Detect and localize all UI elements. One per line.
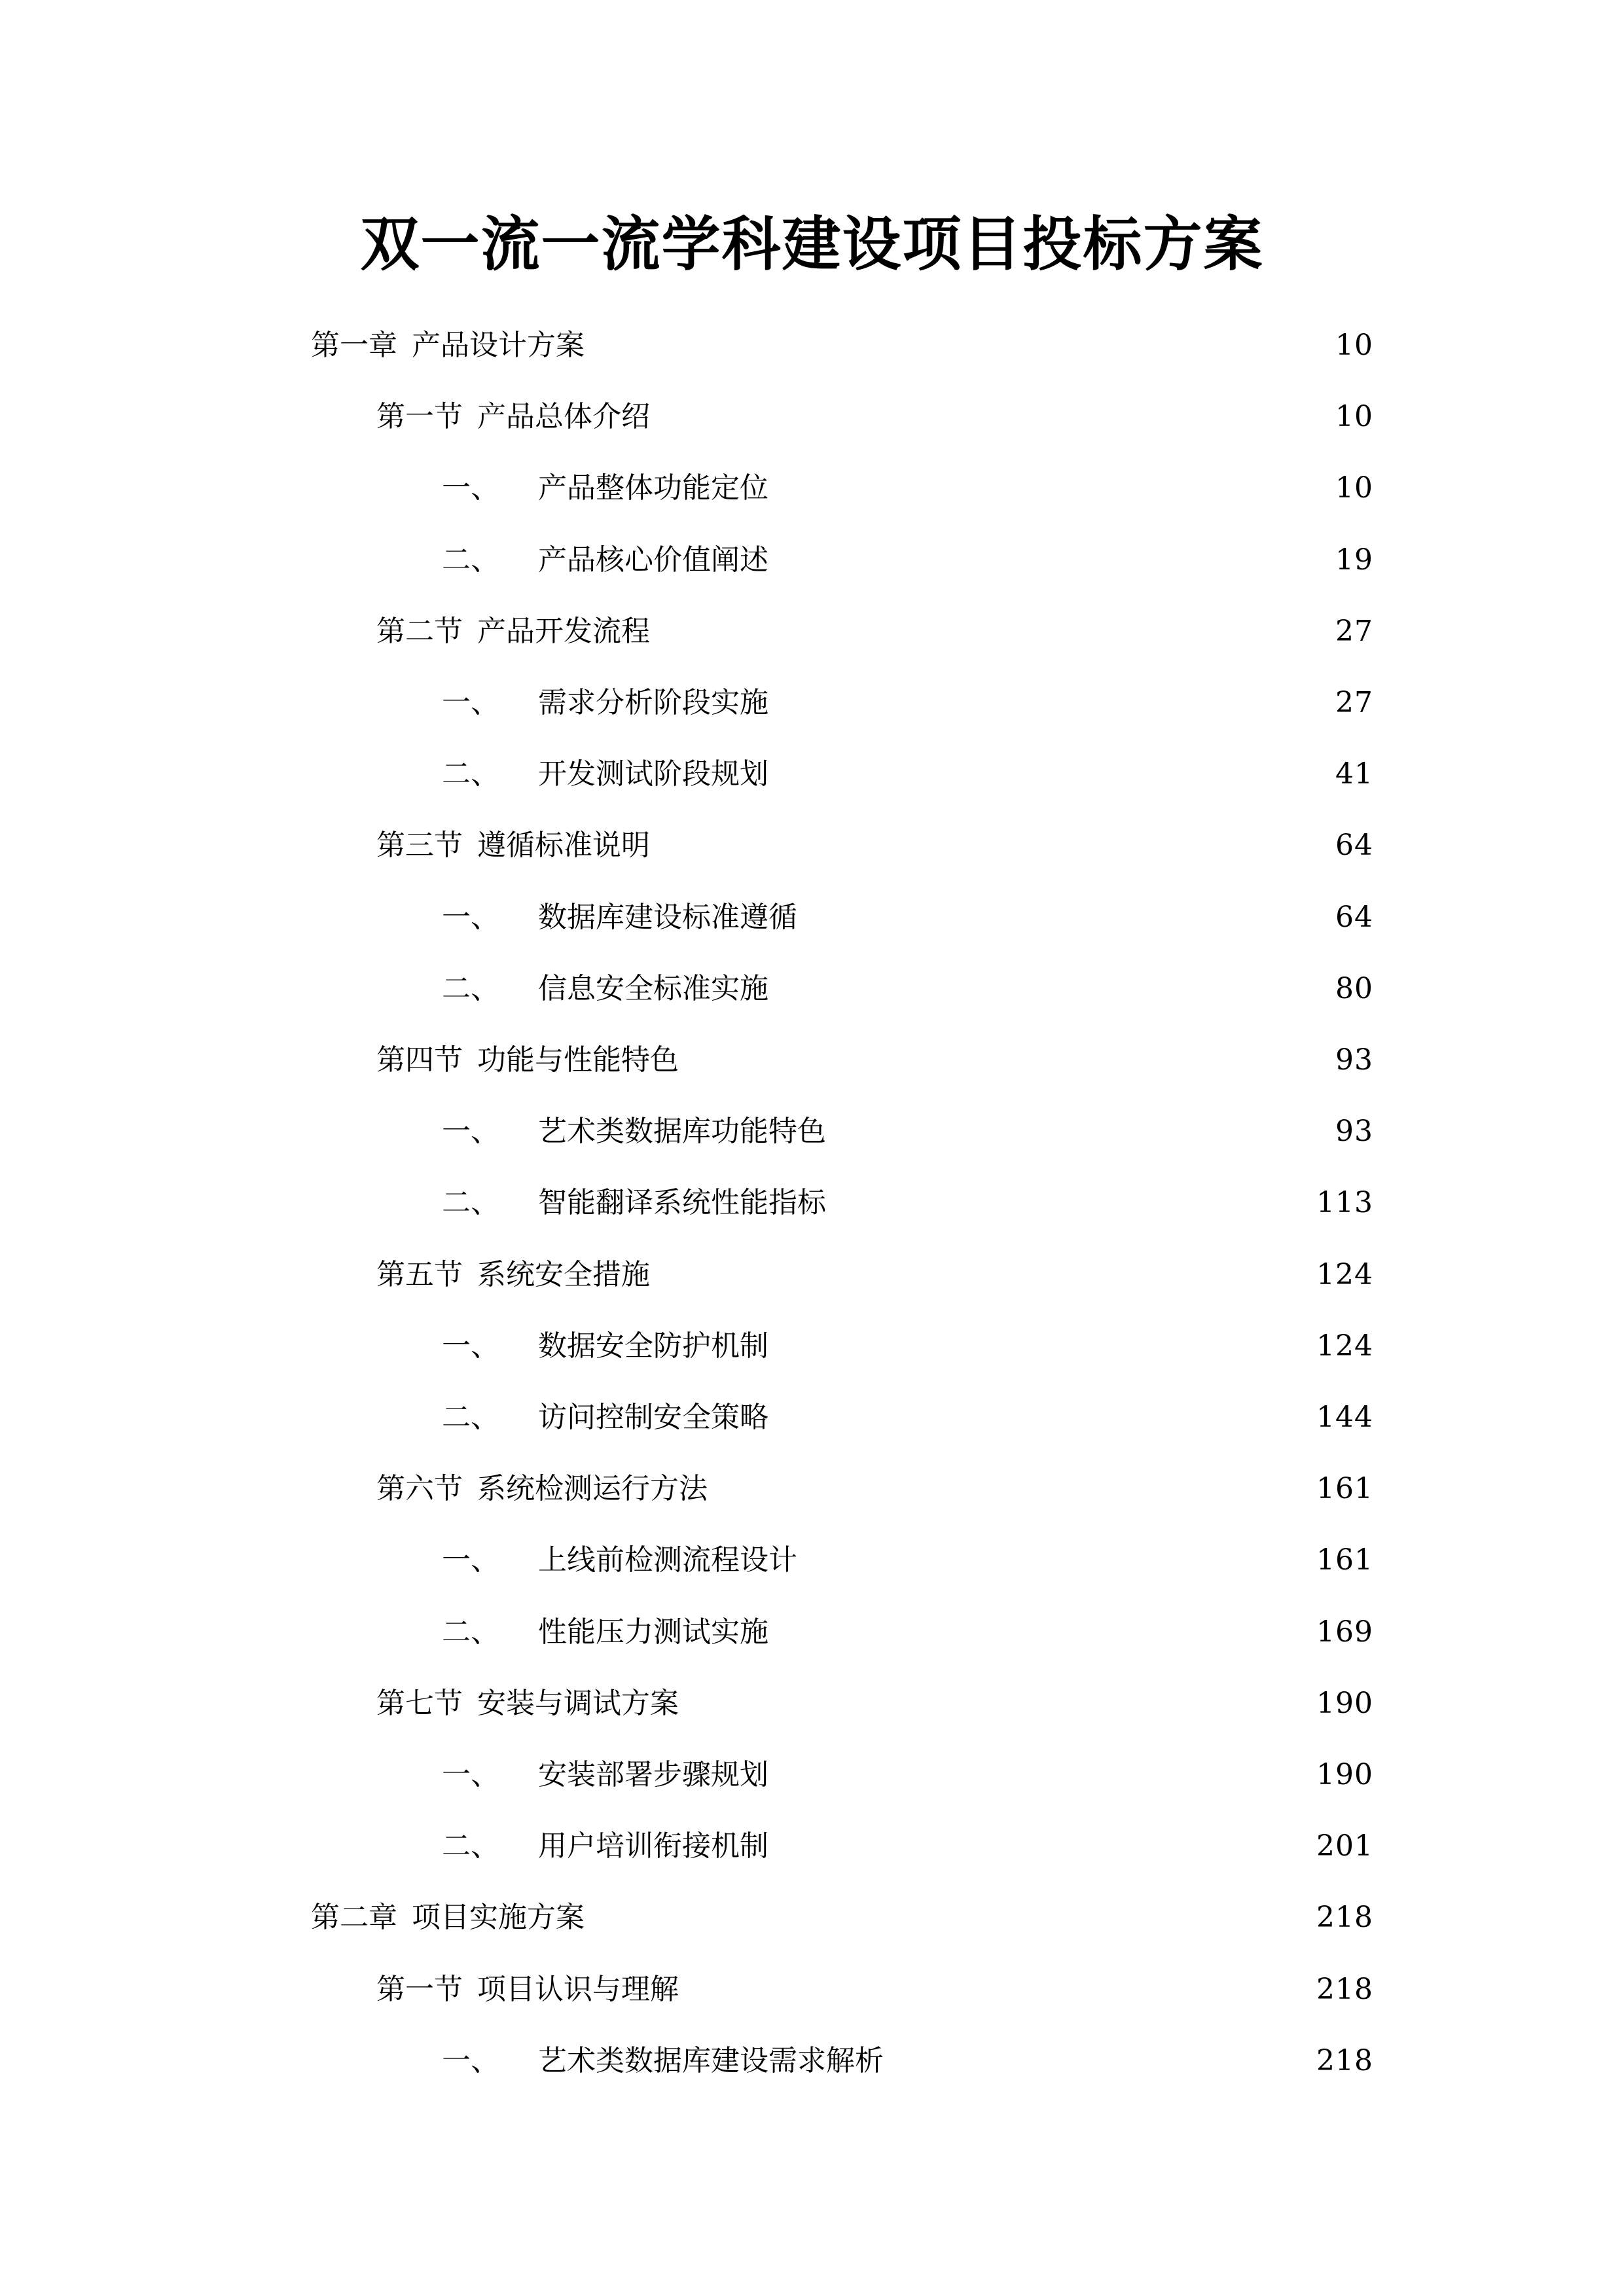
toc-dot-leader [659,394,1326,440]
toc-entry-title: 产品开发流程 [477,615,650,648]
toc-page-number: 10 [1335,471,1373,505]
toc-entry-title: 性能压力测试实施 [538,1615,768,1649]
toc-dot-leader [806,895,1326,941]
toc-entry-title: 上线前检测流程设计 [538,1543,797,1577]
toc-entry-title: 产品整体功能定位 [538,471,768,505]
toc-page-number: 124 [1316,1258,1373,1291]
document-title: 双一流一流学科建设项目投标方案 [360,209,1264,279]
toc-entry-number: 一、 [442,1758,499,1791]
toc-dot-leader [835,1180,1307,1226]
toc-entry-title: 艺术类数据库建设需求解析 [538,2044,884,2077]
toc-page-number: 64 [1335,829,1373,862]
toc-page-number: 190 [1316,1758,1373,1791]
toc-dot-leader [778,1609,1307,1655]
toc-page-number: 10 [1335,329,1373,362]
toc-dot-leader [778,966,1326,1012]
toc-entry-number: 一、 [442,2044,499,2077]
toc-page-number: 41 [1335,757,1373,791]
toc-entry[interactable] [376,609,1373,655]
toc-page-number: 124 [1316,1329,1373,1363]
toc-entry-title: 艺术类数据库功能特色 [538,1115,826,1148]
toc-entry-number: 第二章 [311,1901,397,1934]
toc-entry-number: 二、 [442,1186,499,1219]
toc-dot-leader [806,1537,1307,1583]
toc-entry-number: 第五节 [376,1258,463,1291]
toc-page-number: 218 [1316,2044,1373,2077]
toc-dot-leader [688,1681,1307,1727]
toc-dot-leader [778,751,1326,797]
toc-dot-leader [659,823,1326,869]
toc-dot-leader [778,1395,1307,1441]
toc-entry-number: 二、 [442,757,499,791]
toc-entry-title: 用户培训衔接机制 [538,1829,768,1863]
toc-page-number: 80 [1335,972,1373,1005]
toc-entry-number: 二、 [442,1401,499,1434]
toc-dot-leader [594,1895,1307,1941]
toc-entry[interactable] [442,1323,1373,1369]
toc-page-number: 64 [1335,901,1373,934]
toc-dot-leader [688,1037,1326,1083]
toc-entry-number: 一、 [442,1329,499,1363]
toc-entry-title: 产品核心价值阐述 [538,543,768,577]
toc-entry[interactable] [442,2038,1373,2084]
table-of-contents [0,323,1624,2155]
toc-entry-title: 产品设计方案 [412,329,585,362]
toc-dot-leader [778,537,1326,583]
toc-dot-leader [778,1323,1307,1369]
toc-page-number: 27 [1335,686,1373,719]
toc-entry-number: 第一节 [376,400,463,433]
toc-page-number: 10 [1335,400,1373,433]
toc-page-number: 144 [1316,1401,1373,1434]
toc-entry-number: 第三节 [376,829,463,862]
toc-entry-title: 功能与性能特色 [477,1043,679,1077]
toc-page-number: 161 [1316,1472,1373,1505]
toc-entry-title: 智能翻译系统性能指标 [538,1186,826,1219]
toc-dot-leader [594,323,1326,368]
toc-entry-number: 一、 [442,901,499,934]
toc-page-number: 161 [1316,1543,1373,1577]
toc-entry-number: 第一章 [311,329,397,362]
toc-page-number: 93 [1335,1115,1373,1148]
toc-dot-leader [778,680,1326,726]
toc-entry[interactable] [442,1609,1373,1655]
toc-entry[interactable] [376,394,1373,440]
toc-entry[interactable] [442,1109,1373,1155]
toc-entry-number: 一、 [442,1115,499,1148]
toc-entry-number: 一、 [442,686,499,719]
toc-entry[interactable] [442,537,1373,583]
toc-dot-leader [893,2038,1307,2084]
toc-entry-number: 二、 [442,972,499,1005]
toc-page-number: 218 [1316,1901,1373,1934]
toc-dot-leader [659,1252,1307,1298]
toc-entry[interactable] [376,1252,1373,1298]
toc-entry[interactable] [442,895,1373,941]
toc-entry[interactable] [442,1823,1373,1869]
toc-entry-title: 系统安全措施 [477,1258,650,1291]
toc-entry-title: 访问控制安全策略 [538,1401,768,1434]
toc-page-number: 169 [1316,1615,1373,1649]
toc-entry[interactable] [376,1037,1373,1083]
toc-entry-number: 一、 [442,1543,499,1577]
toc-entry-number: 第四节 [376,1043,463,1077]
toc-entry-title: 系统检测运行方法 [477,1472,708,1505]
toc-entry-title: 信息安全标准实施 [538,972,768,1005]
toc-entry[interactable] [311,1895,1373,1941]
toc-entry-number: 一、 [442,471,499,505]
toc-entry[interactable] [442,751,1373,797]
toc-page-number: 93 [1335,1043,1373,1077]
toc-entry-title: 数据安全防护机制 [538,1329,768,1363]
toc-entry-number: 第一节 [376,1973,463,2006]
toc-entry-number: 二、 [442,1829,499,1863]
toc-dot-leader [688,1967,1307,2013]
toc-entry[interactable] [442,966,1373,1012]
toc-dot-leader [835,1109,1326,1155]
toc-page-number: 218 [1316,1973,1373,2006]
toc-entry-title: 项目认识与理解 [477,1973,679,2006]
toc-dot-leader [659,609,1326,655]
toc-page-number: 113 [1316,1186,1373,1219]
toc-entry[interactable] [311,323,1373,368]
toc-dot-leader [717,1466,1307,1512]
toc-entry-number: 二、 [442,543,499,577]
toc-entry[interactable] [442,1537,1373,1583]
toc-entry-title: 遵循标准说明 [477,829,650,862]
toc-entry[interactable] [442,465,1373,511]
toc-entry-title: 安装部署步骤规划 [538,1758,768,1791]
toc-dot-leader [778,465,1326,511]
toc-entry[interactable] [376,1967,1373,2013]
toc-entry[interactable] [376,823,1373,869]
toc-entry[interactable] [376,1681,1373,1727]
toc-entry[interactable] [442,680,1373,726]
toc-entry[interactable] [442,1752,1373,1798]
toc-page-number: 19 [1335,543,1373,577]
toc-entry[interactable] [376,1466,1373,1512]
toc-page-number: 201 [1316,1829,1373,1863]
toc-entry-title: 开发测试阶段规划 [538,757,768,791]
toc-entry[interactable] [442,1395,1373,1441]
toc-entry-number: 第六节 [376,1472,463,1505]
toc-entry[interactable] [442,1180,1373,1226]
toc-page-number: 190 [1316,1687,1373,1720]
toc-entry-title: 数据库建设标准遵循 [538,901,797,934]
toc-entry-title: 产品总体介绍 [477,400,650,433]
toc-dot-leader [778,1752,1307,1798]
toc-entry-title: 需求分析阶段实施 [538,686,768,719]
toc-entry-number: 二、 [442,1615,499,1649]
toc-entry-number: 第二节 [376,615,463,648]
toc-entry-number: 第七节 [376,1687,463,1720]
toc-dot-leader [778,1823,1307,1869]
toc-page-number: 27 [1335,615,1373,648]
toc-entry-title: 安装与调试方案 [477,1687,679,1720]
toc-entry-title: 项目实施方案 [412,1901,585,1934]
